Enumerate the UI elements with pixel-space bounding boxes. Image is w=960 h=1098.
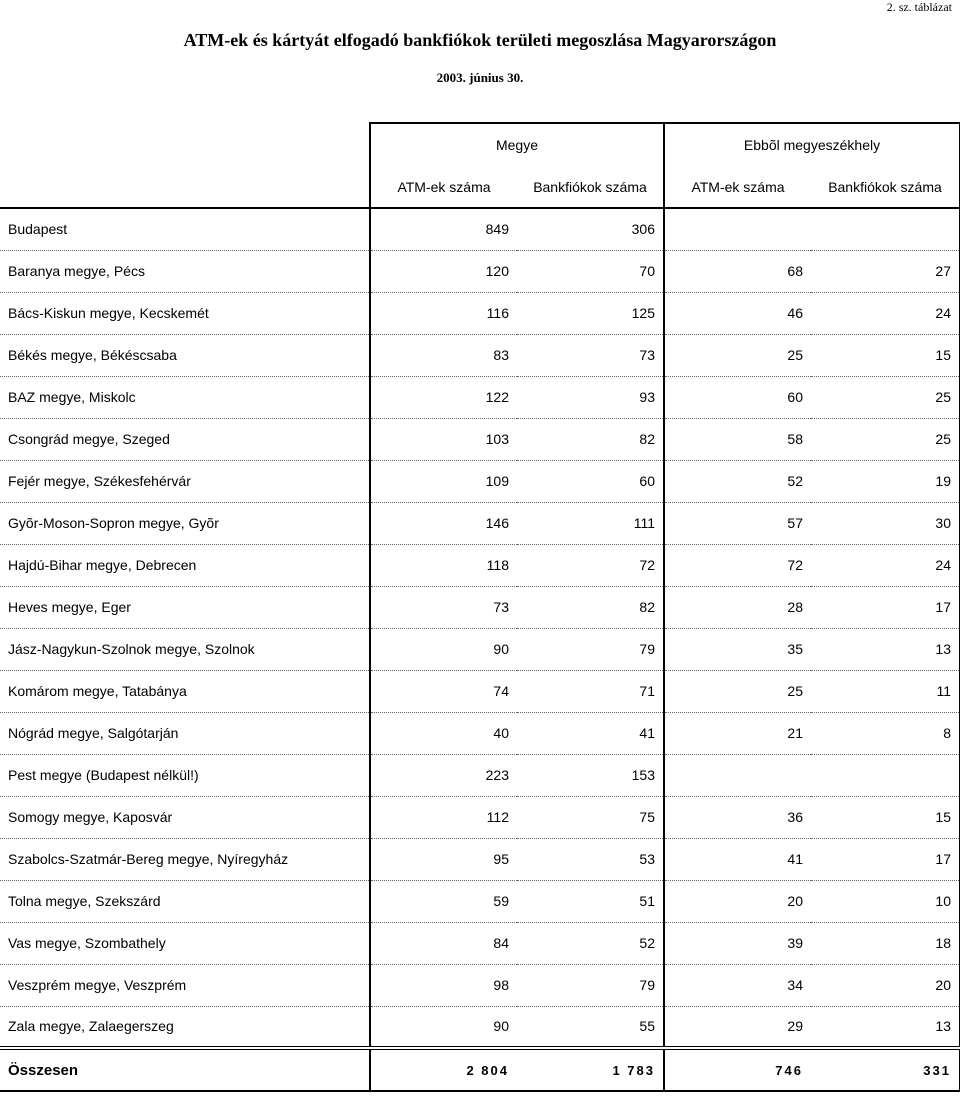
- table-row: [0, 250, 960, 292]
- cell-seat-branch: [811, 754, 960, 796]
- cell-seat-branch: 20: [811, 964, 960, 1006]
- cell-branch: 71: [517, 670, 664, 712]
- cell-seat-branch: 19: [811, 460, 960, 502]
- total-branch: 1 783: [517, 1048, 664, 1091]
- row-label: Tolna megye, Szekszárd: [0, 880, 370, 922]
- cell-atm: 83: [370, 334, 517, 376]
- table-row: [0, 754, 960, 796]
- col-header-seat-atm: ATM-ek száma: [664, 166, 811, 208]
- table-row: [0, 376, 960, 418]
- cell-seat-branch: 27: [811, 250, 960, 292]
- cell-branch: 70: [517, 250, 664, 292]
- cell-seat-atm: 39: [664, 922, 811, 964]
- cell-atm: 146: [370, 502, 517, 544]
- cell-branch: 79: [517, 964, 664, 1006]
- row-label: Békés megye, Békéscsaba: [0, 334, 370, 376]
- cell-seat-atm: 41: [664, 838, 811, 880]
- cell-seat-branch: 8: [811, 712, 960, 754]
- cell-atm: 223: [370, 754, 517, 796]
- cell-seat-branch: 17: [811, 838, 960, 880]
- cell-seat-atm: 25: [664, 334, 811, 376]
- document-title: ATM-ek és kártyát elfogadó bankfiókok területi megoszlása Magyarországon: [183, 30, 777, 50]
- cell-seat-atm: [664, 754, 811, 796]
- total-label: Összesen: [0, 1048, 370, 1091]
- table-row: [0, 586, 960, 628]
- cell-branch: 306: [517, 208, 664, 250]
- row-label: Csongrád megye, Szeged: [0, 418, 370, 460]
- cell-atm: 120: [370, 250, 517, 292]
- cell-seat-atm: 25: [664, 670, 811, 712]
- cell-atm: 116: [370, 292, 517, 334]
- table-row: [0, 628, 960, 670]
- cell-atm: 849: [370, 208, 517, 250]
- cell-branch: 79: [517, 628, 664, 670]
- cell-seat-atm: 72: [664, 544, 811, 586]
- cell-atm: 118: [370, 544, 517, 586]
- cell-atm: 84: [370, 922, 517, 964]
- cell-branch: 75: [517, 796, 664, 838]
- cell-seat-branch: 24: [811, 544, 960, 586]
- cell-branch: 41: [517, 712, 664, 754]
- table-row: [0, 334, 960, 376]
- cell-atm: 90: [370, 1006, 517, 1048]
- cell-seat-atm: 58: [664, 418, 811, 460]
- cell-seat-branch: 24: [811, 292, 960, 334]
- cell-seat-atm: 28: [664, 586, 811, 628]
- cell-branch: 125: [517, 292, 664, 334]
- cell-seat-atm: 60: [664, 376, 811, 418]
- cell-atm: 95: [370, 838, 517, 880]
- cell-seat-atm: 68: [664, 250, 811, 292]
- cell-branch: 60: [517, 460, 664, 502]
- total-atm: 2 804: [370, 1048, 517, 1091]
- table-body: [0, 208, 960, 1048]
- group-header-seat: Ebbõl megyeszékhely: [664, 123, 960, 166]
- cell-atm: 90: [370, 628, 517, 670]
- cell-branch: 55: [517, 1006, 664, 1048]
- distribution-table: [0, 122, 960, 1092]
- cell-seat-branch: 18: [811, 922, 960, 964]
- row-label: Komárom megye, Tatabánya: [0, 670, 370, 712]
- row-label: Szabolcs-Szatmár-Bereg megye, Nyíregyház: [0, 838, 370, 880]
- total-seat-atm: 746: [664, 1048, 811, 1091]
- cell-seat-branch: 11: [811, 670, 960, 712]
- cell-branch: 82: [517, 586, 664, 628]
- cell-branch: 73: [517, 334, 664, 376]
- row-label: Nógrád megye, Salgótarján: [0, 712, 370, 754]
- table-row: [0, 712, 960, 754]
- cell-seat-branch: 25: [811, 376, 960, 418]
- cell-branch: 153: [517, 754, 664, 796]
- row-label: Fejér megye, Székesfehérvár: [0, 460, 370, 502]
- cell-branch: 111: [517, 502, 664, 544]
- row-label: Budapest: [0, 208, 370, 250]
- cell-atm: 98: [370, 964, 517, 1006]
- cell-atm: 74: [370, 670, 517, 712]
- table-row: [0, 964, 960, 1006]
- cell-seat-branch: [811, 208, 960, 250]
- row-label: BAZ megye, Miskolc: [0, 376, 370, 418]
- group-header-row: [0, 123, 960, 166]
- table-reference: 2. sz. táblázat: [886, 0, 952, 14]
- cell-branch: 93: [517, 376, 664, 418]
- cell-branch: 82: [517, 418, 664, 460]
- cell-atm: 109: [370, 460, 517, 502]
- table-row: [0, 838, 960, 880]
- cell-seat-branch: 15: [811, 796, 960, 838]
- table-row: [0, 502, 960, 544]
- col-header-seat-branch: Bankfiókok száma: [811, 166, 960, 208]
- cell-seat-atm: 46: [664, 292, 811, 334]
- table-row: [0, 922, 960, 964]
- group-header-county: Megye: [370, 123, 664, 166]
- cell-atm: 103: [370, 418, 517, 460]
- table-row: [0, 292, 960, 334]
- row-label: Bács-Kiskun megye, Kecskemét: [0, 292, 370, 334]
- row-label: Jász-Nagykun-Szolnok megye, Szolnok: [0, 628, 370, 670]
- cell-seat-atm: 35: [664, 628, 811, 670]
- cell-atm: 112: [370, 796, 517, 838]
- row-label: Gyõr-Moson-Sopron megye, Gyõr: [0, 502, 370, 544]
- cell-atm: 122: [370, 376, 517, 418]
- cell-atm: 73: [370, 586, 517, 628]
- cell-seat-branch: 30: [811, 502, 960, 544]
- col-header-atm: ATM-ek száma: [370, 166, 517, 208]
- cell-branch: 51: [517, 880, 664, 922]
- row-label: Somogy megye, Kaposvár: [0, 796, 370, 838]
- table-row: [0, 460, 960, 502]
- cell-branch: 72: [517, 544, 664, 586]
- cell-atm: 59: [370, 880, 517, 922]
- row-label: Zala megye, Zalaegerszeg: [0, 1006, 370, 1048]
- table-row: [0, 880, 960, 922]
- cell-seat-atm: [664, 208, 811, 250]
- cell-seat-branch: 10: [811, 880, 960, 922]
- cell-seat-branch: 13: [811, 628, 960, 670]
- row-label: Veszprém megye, Veszprém: [0, 964, 370, 1006]
- cell-seat-branch: 17: [811, 586, 960, 628]
- row-label: Baranya megye, Pécs: [0, 250, 370, 292]
- cell-atm: 40: [370, 712, 517, 754]
- cell-seat-atm: 21: [664, 712, 811, 754]
- total-seat-branch: 331: [811, 1048, 960, 1091]
- corner-cell: [0, 123, 370, 166]
- table-row: [0, 208, 960, 250]
- total-row: [0, 1048, 960, 1091]
- table-row: [0, 796, 960, 838]
- cell-seat-branch: 13: [811, 1006, 960, 1048]
- row-label: Vas megye, Szombathely: [0, 922, 370, 964]
- row-label: Hajdú-Bihar megye, Debrecen: [0, 544, 370, 586]
- cell-seat-atm: 29: [664, 1006, 811, 1048]
- col-header-branch: Bankfiókok száma: [517, 166, 664, 208]
- table-row: [0, 670, 960, 712]
- row-label: Pest megye (Budapest nélkül!): [0, 754, 370, 796]
- document-date: 2003. június 30.: [436, 70, 524, 85]
- cell-seat-atm: 52: [664, 460, 811, 502]
- cell-seat-atm: 34: [664, 964, 811, 1006]
- cell-seat-branch: 25: [811, 418, 960, 460]
- cell-seat-atm: 57: [664, 502, 811, 544]
- cell-seat-atm: 20: [664, 880, 811, 922]
- column-header-row: [0, 166, 960, 208]
- table-row: [0, 544, 960, 586]
- cell-seat-branch: 15: [811, 334, 960, 376]
- cell-seat-atm: 36: [664, 796, 811, 838]
- row-label: Heves megye, Eger: [0, 586, 370, 628]
- table-row: [0, 1006, 960, 1048]
- table-row: [0, 418, 960, 460]
- cell-branch: 53: [517, 838, 664, 880]
- cell-branch: 52: [517, 922, 664, 964]
